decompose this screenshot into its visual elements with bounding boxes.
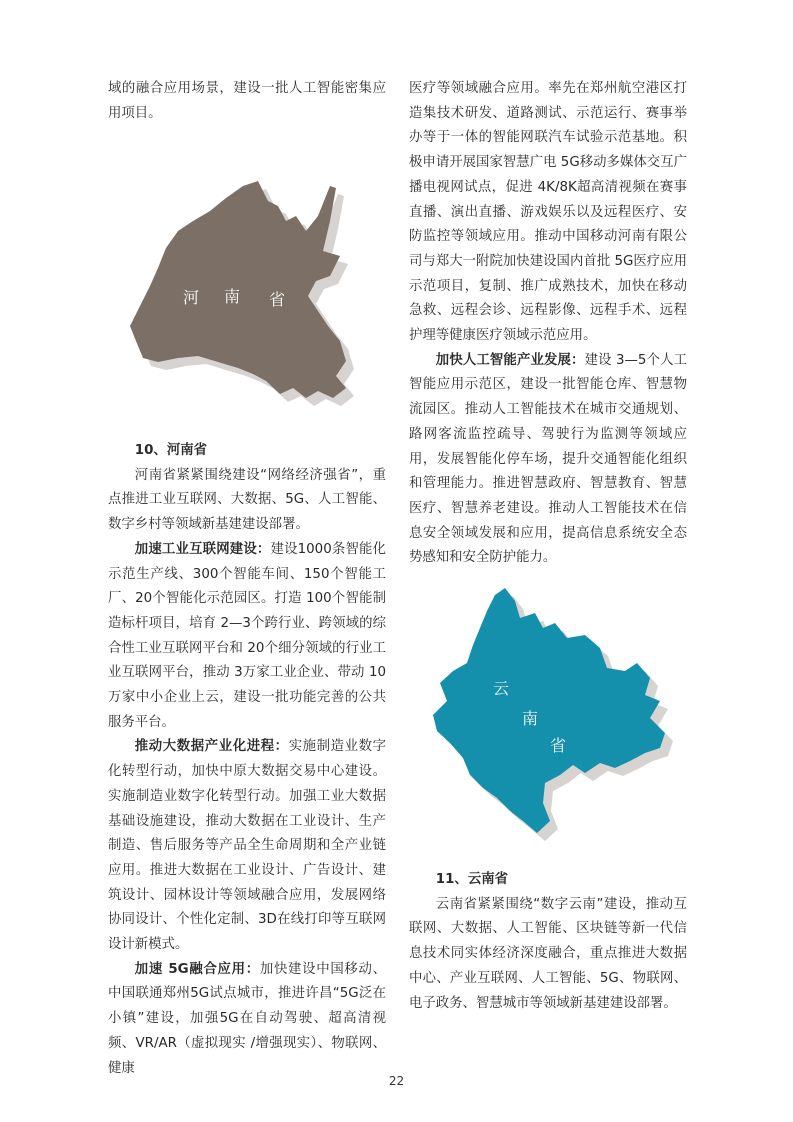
- intro-paragraph: 域的融合应用场景，建设一批人工智能密集应用项目。: [108, 81, 386, 121]
- yunnan-map-label-2: 南: [522, 709, 539, 728]
- henan-paragraph-2-text: 建设1000条智能化示范生产线、300个智能车间、150个智能工厂、20个智能化示范园区。打造 100个智能制造标杆项目，培育 2—3个跨行业、跨领域的综合性工业互联网平台和 20个细分领域的行业工业互联网平台，推动 3万家工业企业、带动 10万家中小企业上云，建设一批功能完善的公共服务平台。: [108, 541, 386, 730]
- henan-paragraph-4-text: 加快建设中国移动、中国联通郑州5G试点城市，推进许昌“5G泛在小镇”建设，加强5G在自动驾驶、超高清视频、VR/AR（虚拟现实 /增强现实）、物联网、健康: [108, 961, 386, 1076]
- right-paragraph-1: 医疗等领域融合应用。率先在郑州航空港区打造集技术研发、道路测试、示范运行、赛事举办等于一体的智能网联汽车试验示范基地。积极申请开展国家智慧广电 5G移动多媒体交互广播电视网试点，促进 4K/8K超高清视频在赛事直播、演出直播、游戏娱乐以及远程医疗、安防监控等领域应用。推动中国移动河南有限公司与郑大一附院加快建设国内首批 5G医疗应用示范项目，复制、推广成熟技术，加快在移动急救、远程会诊、远程影像、远程手术、远程护理等健康医疗领域示范应用。: [409, 81, 687, 344]
- henan-paragraph-1: 河南省紧紧围绕建设“网络经济强省”，重点推进工业互联网、大数据、5G、人工智能、数字乡村等领域新基建建设部署。: [108, 467, 386, 533]
- right-paragraph-2: [409, 349, 687, 571]
- right-column-yunnan: [409, 868, 687, 1016]
- left-column: [108, 77, 386, 126]
- henan-map: [118, 176, 380, 421]
- henan-map-label-1: 河: [183, 288, 200, 307]
- yunnan-map: [425, 583, 683, 848]
- henan-paragraph-2-heading: 加速工业互联网建设：: [134, 541, 271, 557]
- henan-paragraph-3-heading: 推动大数据产业化进程：: [134, 739, 289, 755]
- right-column: [409, 77, 687, 571]
- henan-paragraph-4: [108, 958, 386, 1082]
- henan-map-label-2: 南: [224, 287, 241, 306]
- yunnan-map-label-1: 云: [493, 679, 510, 698]
- henan-paragraph-2: [108, 538, 386, 736]
- section-title-henan: 10、河南省: [134, 443, 207, 458]
- henan-map-label-3: 省: [269, 290, 286, 309]
- section-title-yunnan: 11、云南省: [435, 872, 508, 887]
- yunnan-map-label-3: 省: [550, 736, 567, 755]
- left-column-body: [108, 439, 386, 1081]
- right-paragraph-2-heading: 加快人工智能产业发展：: [435, 352, 585, 368]
- right-paragraph-2-text: 建设 3—5个人工智能应用示范区，建设一批智能仓库、智慧物流园区。推动人工智能技术在城市交通规划、路网客流监控疏导、驾驶行为监测等领域应用，发展智能化停车场，提升交通智能化组织和管理能力。推进智慧政府、智慧教育、智慧医疗、智慧养老建设。推动人工智能技术在信息安全领域发展和应用，提高信息系统安全态势感知和安全防护能力。: [409, 352, 688, 566]
- henan-paragraph-4-heading: 加速 5G融合应用：: [134, 961, 260, 977]
- yunnan-paragraph-1: 云南省紧紧围绕“数字云南”建设，推动互联网、大数据、人工智能、区块链等新一代信息技术同实体经济深度融合，重点推进大数据中心、产业互联网、人工智能、5G、物联网、电子政务、智慧城市等领域新基建建设部署。: [409, 896, 687, 1011]
- henan-paragraph-3-text: 实施制造业数字化转型行动，加快中原大数据交易中心建设。实施制造业数字化转型行动。加强工业大数据基础设施建设，推动大数据在工业设计、生产制造、售后服务等产品全生命周期和全产业链应用。推进大数据在工业设计、广告设计、建筑设计、园林设计等领域融合应用，发展网络协同设计、个性化定制、3D在线打印等互联网设计新模式。: [108, 739, 387, 953]
- page-number: 22: [388, 1074, 405, 1088]
- henan-paragraph-3: [108, 735, 386, 957]
